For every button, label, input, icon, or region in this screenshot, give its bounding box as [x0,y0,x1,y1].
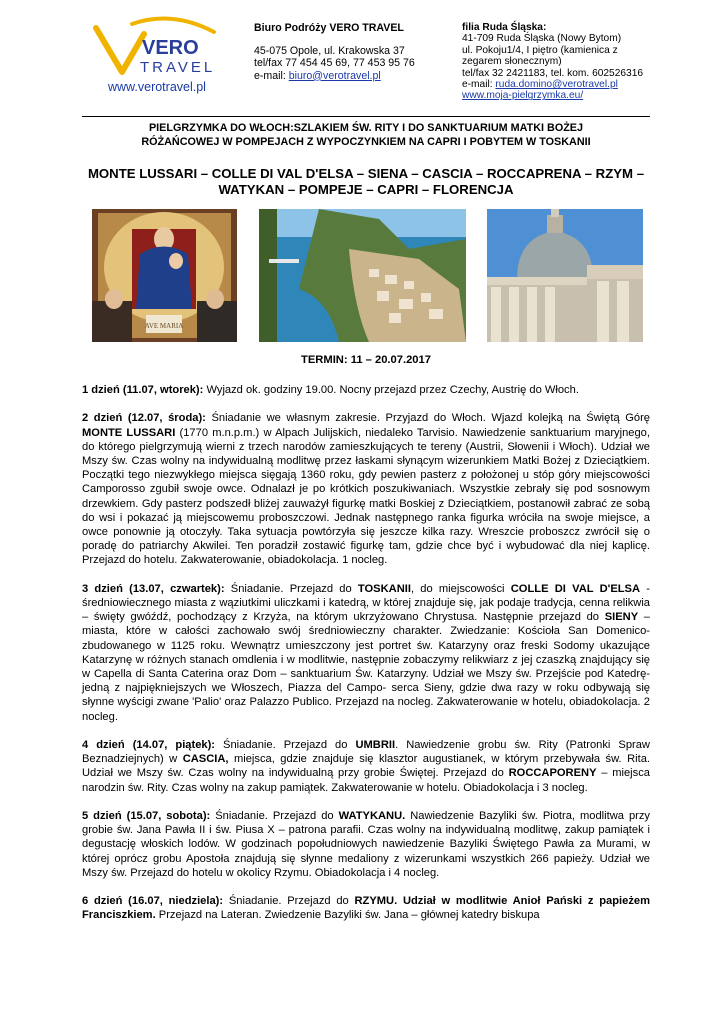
route-line: MONTE LUSSARI – COLLE DI VAL D'ELSA – SIENA – CASCIA – ROCCAPRENA – RZYM – [87,166,645,181]
day-heading: 5 dzień (15.07, sobota): [82,810,211,823]
ave-maria-caption: AVE MARIA [144,322,184,330]
place-name: UMBRII [355,739,396,752]
day-text: Śniadanie. Przejazd do [210,810,339,823]
day-text: Śniadanie. Przejazd do [224,582,358,595]
branch-email-link[interactable]: ruda.domino@verotravel.pl [495,79,618,91]
day-text: miejsca, gdzie znajduje się klasztor augustianek, w którym przebywała św. Rita. Udział we Mszy św. Czas wolny na indywidualną przy grobie Świętej. Przejazd do [82,753,650,780]
place-name: SIENY [604,611,639,624]
photo-amalfi-coast [259,209,466,342]
photo-st-peters-basilica [487,209,643,342]
trip-dates: TERMIN: 11 – 20.07.2017 [301,354,431,366]
day-heading: 4 dzień (14.07, piątek): [82,739,216,752]
logo-word-travel: TRAVEL [140,59,216,76]
day-heading: 1 dzień (11.07, wtorek): [82,384,204,396]
day-heading: 2 dzień (12.07, środa): [82,412,206,425]
day-heading: 3 dzień (13.07, czwartek): [82,582,225,595]
email-label: e-mail: [462,79,496,91]
itinerary-day-2 [82,411,650,567]
day-text: – miasta, które w całości zachowało swój średniowieczny charakter. Zwiedzanie: Kościoła San Domenico- zbudowanego w 1125 roku. Wewnątrz umieszczony jest portret św. Katarzyny oraz freski Sodomy ukazujące Katarzynę w różnych stanach omdlenia i w modlitwie, następnie zobaczymy relikwiarz z jej czaszką znajdujący się w Capella di Santa Caterina oraz Dom – sanktuarium Św. Katarzyny. Udział we Mszy św. Przejście pod Katedrę- jedną z najpiękniejszych we Włoszech, Piazza del Campo- serca Sieny, gdzie dwa razy w roku odbywają się słynne wyścigi zwane 'Palio' oraz Palazzo Publico. Przejazd na nocleg. Zakwaterowanie w hotelu, obiadokolacja. 2 nocleg. [82,611,650,723]
branch-phone: tel/fax 32 2421183, tel. kom. 602526316 [462,67,644,79]
place-name: CASCIA, [182,753,229,766]
itinerary [82,383,650,937]
place-name: WATYKANU. [338,810,406,823]
logo-word-vero: VERO [142,37,199,59]
vero-travel-logo [92,14,218,84]
day-text: , do miejscowości [410,582,511,595]
itinerary-day-1 [82,383,650,397]
branch-office-contact [462,22,643,102]
day-text: . Nawiedzenie grobu św. Rity (Patronki Spraw Beznadziejnych) w [82,739,650,766]
branch-address-line3: zegarem słonecznym) [462,56,562,68]
route-line: WATYKAN – POMPEJE – CAPRI – FLORENCJA [218,182,514,197]
day-text: - średniowiecznego miasta z wąziutkimi uliczkami i katedrą, w której znajduje się, jak podaje tradycja, cenna relikwia – święty gwóźdź, pochodzący z Krzyża, na którym ukrzyżowano Chrystusa. Następnie przejazd do [82,582,650,624]
itinerary-day-4 [82,738,650,795]
main-office-email-row [254,70,415,82]
title-line: RÓŻAŃCOWEJ W POMPEJACH Z WYPOCZYNKIEM NA CAPRI I POBYTEM W TOSKANII [141,135,591,148]
branch-address-line1: 41-709 Ruda Śląska (Nowy Bytom) [462,33,622,45]
day-text: Śniadanie. Przejazd do [215,739,356,752]
day-text: Wyjazd ok. godziny 19.00. Nocny przejazd przez Czechy, Austrię do Włoch. [203,384,579,396]
header-divider [82,116,650,117]
main-office-contact [254,22,415,82]
day-text: Przejazd na Lateran. Zwiedzenie Bazyliki św. Jana – głównej katedry biskupa [155,909,540,922]
day-text: Śniadanie we własnym zakresie. Przyjazd do Włoch. Wjazd kolejką na Świętą Górę [205,412,650,425]
branch-address-line2: ul. Pokoju1/4, I piętro (kamienica z [462,44,618,56]
day-text: – miejsca narodzin św. Rity. Czas wolny na zakup pamiątek. Zakwaterowanie w hotelu. Obiadokolacja i 3 nocleg. [82,767,650,794]
place-name: ROCCAPORENY [508,767,597,780]
branch-website-link[interactable]: www.moja-pielgrzymka.eu/ [462,90,584,102]
day-text: Śniadanie. Przejazd do [223,895,355,908]
place-name: COLLE DI VAL D'ELSA [510,582,641,595]
itinerary-day-3 [82,582,650,724]
main-office-name: Biuro Podróży VERO TRAVEL [254,22,404,34]
day-text: (1770 m.n.p.m.) w Alpach Julijskich, niedaleko Tarvisio. Nawiedzenie sanktuarium maryjnego, do którego pielgrzymują wierni z trzech narodów zamieszkujących te tereny (Austrii, Słowenii i Włoch). Udział we Mszy św. Czas wolny na indywidualną modlitwę przez łaskami słynącym wizerunkiem Matki Bożej z Dzieciątkiem. Początki tego niezwykłego miejsca sięgają 1360 roku, gdy pewien pasterz z położonej u stóp góry miejscowości Camporosso zgubił swoje owce. Odnalazł je po krótkich poszukiwaniach. Wszystkie zebrały się pod sosnowym drzewkiem. Gdy pasterz podszedł bliżej zauważył figurkę matki Boskiej z Dzieciątkiem, postanowił zabrać ze sobą do wsi i pokazać ją miejscowemu proboszczowi. Jednak następnego ranka figurka wróciła na swoje miejsce, a owce ponownie ją otoczyły. Taka sytuacja powtórzyła się jeszcze kilka razy. Wreszcie proboszcz zwrócił się o poradę do patriarchy Akwilei. Ten poradził zostawić figurkę tam, gdzie chce być i wybudować dla niej kaplicę. Przejazd do hotelu. Zakwaterowanie, obiadokolacja. 1 nocleg. [82,426,650,567]
day-text: Nawiedzenie Bazyliki św. Piotra, modlitwa przy grobie św. Jana Pawła II i św. Piusa X – patrona parafii. Czas wolny na indywidualną modlitwę, zakup pamiątek i degustację włoskich lodów. W godzinach popołudniowych nawiedzenie Bazyliki Świętego Pawła za Murami, w której oprócz grobu Apostoła znajdują się słynne medaliony z wizerunkami wszystkich 266 papieży. Udział we Mszy św. Przejazd do hotelu w okolicy Rzymu. Obiadokolacja i 4 nocleg. [82,810,650,879]
place-name: MONTE LUSSARI [82,426,176,439]
day-heading: 6 dzień (16.07, niedziela): [82,895,224,908]
pilgrimage-title [82,122,650,149]
itinerary-day-5 [82,809,650,880]
photo-madonna-pompeii [92,209,237,342]
main-office-phone: tel/fax 77 454 45 69, 77 453 95 76 [254,57,415,70]
place-name: TOSKANII [357,582,411,595]
place-name: RZYMU. Udział w modlitwie Anioł Pański z papieżem Franciszkiem. [82,895,650,922]
branch-email-row [462,79,643,90]
itinerary-day-6 [82,894,650,922]
website-link[interactable]: www.verotravel.pl [108,80,206,94]
route-title [82,166,650,198]
branch-office-name: filia Ruda Śląska: [462,22,547,33]
main-office-email-link[interactable]: biuro@verotravel.pl [288,69,381,82]
email-label: e-mail: [254,69,289,82]
main-office-address: 45-075 Opole, ul. Krakowska 37 [254,45,405,58]
title-line: PIELGRZYMKA DO WŁOCH:SZLAKIEM ŚW. RITY I DO SANKTUARIUM MATKI BOŻEJ [148,122,584,134]
